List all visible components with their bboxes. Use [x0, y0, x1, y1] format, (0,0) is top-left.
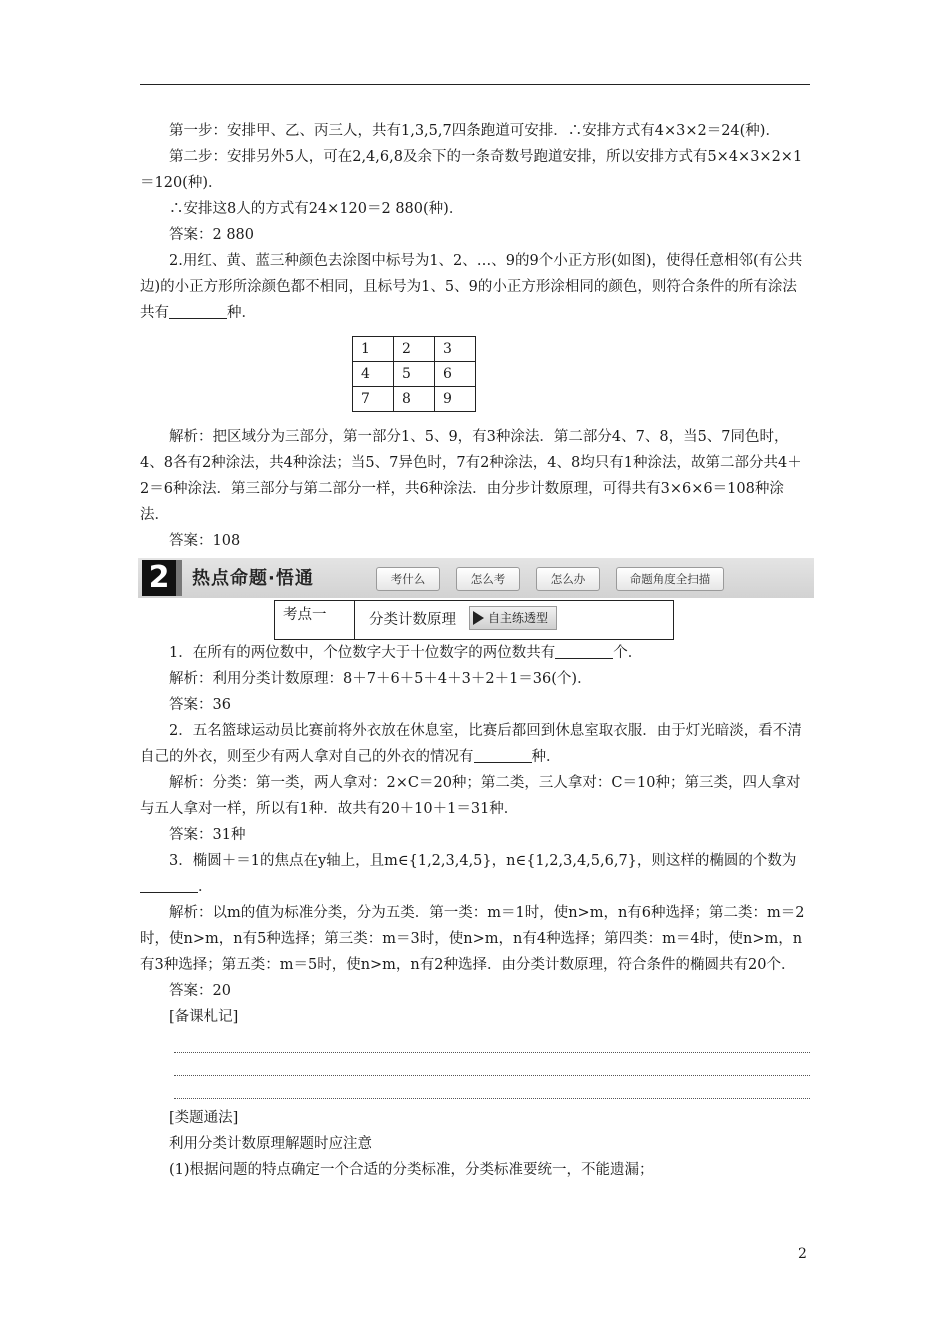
grid-cell: 5	[394, 362, 435, 387]
kaodian-title: 分类计数原理	[369, 612, 456, 628]
grid-cell: 4	[353, 362, 394, 387]
note-line	[174, 1076, 810, 1099]
page-content	[140, 118, 810, 1183]
exercise-2-answer: 答案：31种	[169, 827, 246, 843]
kaodian-label: 考点一	[275, 601, 355, 639]
grid-row	[353, 337, 476, 362]
question-2-answer: 答案：108	[169, 533, 241, 549]
number-grid	[352, 336, 476, 412]
section-banner	[138, 558, 814, 598]
exercise-2-question	[140, 718, 810, 770]
method-item-1: (1)根据问题的特点确定一个合适的分类标准，分类标准要统一，不能遗漏；	[169, 1162, 654, 1178]
step1-paragraph: 第一步：安排甲、乙、丙三人，共有1,3,5,7四条跑道可安排．∴安排方式有4×3×2＝24(种)．	[169, 123, 780, 139]
step2-paragraph: 第二步：安排另外5人，可在2,4,6,8及余下的一条奇数号跑道安排，所以安排方式有5×4×3×2×1＝120(种)．	[140, 149, 803, 191]
grid-cell: 6	[435, 362, 476, 387]
question-2-suffix: 种．	[227, 305, 256, 321]
exercise-1-solution: 解析：利用分类计数原理：8＋7＋6＋5＋4＋3＋2＋1＝36(个)．	[169, 671, 592, 687]
grid-cell: 7	[353, 387, 394, 412]
exercise-3-text: 3．椭圆＋＝1的焦点在y轴上，且m∈{1,2,3,4,5}，n∈{1,2,3,4,5,6,7}，则这样的椭圆的个数为	[169, 853, 797, 869]
exercise-3-question	[140, 848, 810, 900]
full-scan-button[interactable]: 命题角度全扫描	[616, 567, 724, 591]
top-rule	[140, 84, 810, 85]
grid-cell: 1	[353, 337, 394, 362]
grid-cell: 2	[394, 337, 435, 362]
note-line	[174, 1053, 810, 1076]
practice-type-tag: 自主练透型	[469, 606, 557, 630]
answer-1: 答案：2 880	[169, 227, 255, 243]
total-paragraph: ∴安排这8人的方式有24×120＝2 880(种)．	[169, 201, 464, 217]
exercise-3-solution: 解析：以m的值为标准分类，分为五类．第一类：m＝1时，使n>m，n有6种选择；第二类：m＝2时，使n>m，n有5种选择；第三类：m＝3时，使n>m，n有4种选择；第四类：m＝4时，使n>m，n有3种选择；第五类：m＝5时，使n>m，n有2种选择．由分类计数原理，符合条件的椭圆共有20个．	[140, 905, 805, 973]
exercise-3-answer: 答案：20	[169, 983, 231, 999]
exercise-2-text: 2．五名篮球运动员比赛前将外衣放在休息室，比赛后都回到休息室取衣服．由于灯光暗淡，看不清自己的外衣，则至少有两人拿对自己的外衣的情况有	[140, 723, 802, 765]
note-line	[174, 1030, 810, 1053]
exercise-1-suffix: 个．	[613, 645, 643, 661]
exercise-1-question	[140, 640, 810, 666]
question-2	[140, 248, 810, 326]
exercise-2-suffix: 种．	[531, 749, 561, 765]
exercise-1-answer: 答案：36	[169, 697, 231, 713]
method-label: [类题通法]	[169, 1110, 239, 1126]
grid-cell: 3	[435, 337, 476, 362]
exercise-3-suffix: ．	[198, 879, 213, 895]
grid-cell: 8	[394, 387, 435, 412]
grid-row	[353, 362, 476, 387]
answer-blank	[140, 876, 198, 893]
what-to-test-button[interactable]: 考什么	[376, 567, 440, 591]
answer-blank	[474, 746, 532, 763]
question-2-text: 2.用红、黄、蓝三种颜色去涂图中标号为1、2、…、9的9个小正方形(如图)，使得任意相邻(有公共边)的小正方形所涂颜色都不相同，且标号为1、5、9的小正方形涂相同的颜色，则符合条件的所有涂法共有	[140, 253, 803, 321]
section-number-badge: 2	[142, 560, 176, 596]
section-title: 热点命题·悟通	[192, 568, 314, 589]
grid-cell: 9	[435, 387, 476, 412]
page-number: 2	[798, 1246, 807, 1262]
grid-row	[353, 387, 476, 412]
question-2-solution: 解析：把区域分为三部分，第一部分1、5、9，有3种涂法．第二部分4、7、8，当5、7同色时，4、8各有2种涂法，共4种涂法；当5、7异色时，7有2种涂法，4、8均只有1种涂法，故第二部分共4＋2＝6种涂法．第三部分与第二部分一样，共6种涂法．由分步计数原理，可得共有3×6×6＝108种涂法．	[140, 429, 802, 523]
answer-blank	[555, 642, 613, 659]
kaodian-box	[274, 600, 674, 640]
exercise-1-text: 1．在所有的两位数中，个位数字大于十位数字的两位数共有	[169, 645, 556, 661]
how-tested-button[interactable]: 怎么考	[456, 567, 520, 591]
notes-label: [备课札记]	[169, 1009, 239, 1025]
what-to-do-button[interactable]: 怎么办	[536, 567, 600, 591]
method-title: 利用分类计数原理解题时应注意	[169, 1136, 372, 1152]
exercise-2-solution: 解析：分类：第一类，两人拿对：2×C＝20种；第二类，三人拿对：C＝10种；第三类，四人拿对与五人拿对一样，所以有1种．故共有20＋10＋1＝31种．	[140, 775, 801, 817]
answer-blank	[169, 302, 227, 319]
